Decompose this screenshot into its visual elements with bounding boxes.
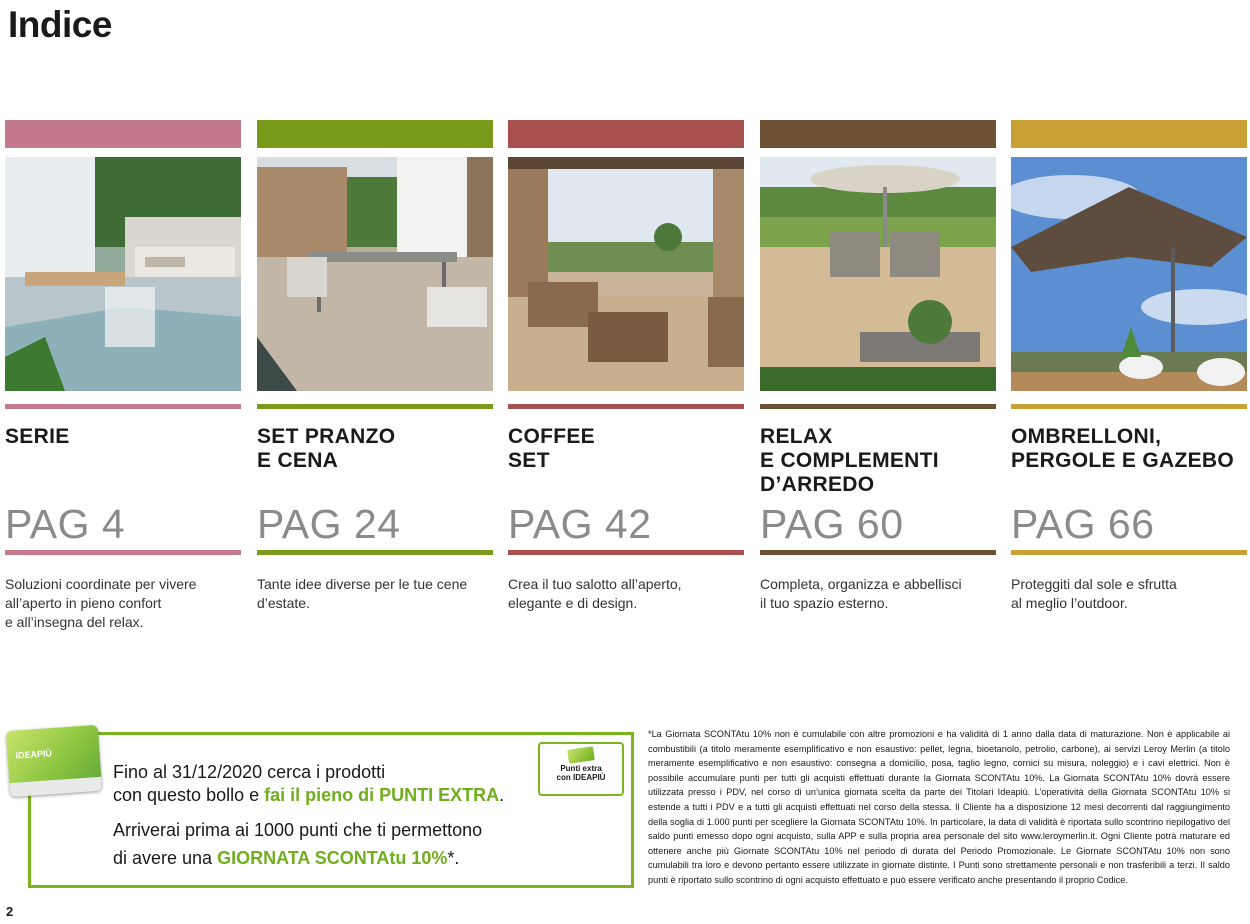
category-description: Soluzioni coordinate per vivere all’aperto in pieno confort e all’insegna del relax. (5, 576, 197, 630)
index-column-ombrelloni[interactable] (1011, 120, 1247, 613)
divider-bar (1011, 550, 1247, 555)
index-column-serie[interactable] (5, 120, 241, 632)
category-title: SET PRANZO E CENA (257, 425, 396, 472)
divider-bar (1011, 404, 1247, 409)
index-column-coffee-set[interactable] (508, 120, 744, 613)
card-label: IDEAPIÙ (15, 748, 53, 761)
index-column-set-pranzo[interactable] (257, 120, 493, 613)
page-reference-link[interactable]: PAG 4 (5, 501, 126, 547)
category-description: Tante idee diverse per le tue cene d’estate. (257, 576, 468, 611)
category-title: COFFEE SET (508, 425, 595, 472)
photo-set-pranzo (257, 157, 493, 391)
promo-line-2: con questo bollo e fai il pieno di PUNTI EXTRA. (113, 785, 505, 805)
category-title: OMBRELLONI, PERGOLE E GAZEBO (1011, 425, 1234, 472)
divider-bar (5, 550, 241, 555)
divider-bar (257, 550, 493, 555)
photo-ombrelloni (1011, 157, 1247, 391)
divider-bar (257, 404, 493, 409)
color-bar (1011, 120, 1247, 148)
divider-bar (760, 550, 996, 555)
badge-line-1: Punti extra (560, 764, 602, 773)
page-number: 2 (6, 904, 14, 919)
color-bar (508, 120, 744, 148)
color-bar (5, 120, 241, 148)
promo-highlight: fai il pieno di PUNTI EXTRA (264, 785, 500, 805)
page-reference-link[interactable]: PAG 66 (1011, 501, 1155, 547)
page-reference-link[interactable]: PAG 24 (257, 501, 401, 547)
punti-extra-badge (538, 742, 624, 796)
page-title: Indice (8, 4, 112, 45)
category-title: SERIE (5, 425, 70, 448)
divider-bar (5, 404, 241, 409)
page-reference-link[interactable]: PAG 60 (760, 501, 904, 547)
promo-line-3: Arriverai prima ai 1000 punti che ti permettono (113, 820, 483, 840)
index-column-relax[interactable] (760, 120, 996, 613)
color-bar (760, 120, 996, 148)
divider-bar (508, 404, 744, 409)
color-bar (257, 120, 493, 148)
promo-highlight: GIORNATA SCONTAtu 10% (217, 848, 448, 868)
category-title: RELAX E COMPLEMENTI D’ARREDO (760, 425, 939, 496)
category-description: Completa, organizza e abbellisci il tuo spazio esterno. (760, 576, 962, 611)
photo-coffee-set (508, 157, 744, 391)
divider-bar (508, 550, 744, 555)
photo-relax (760, 157, 996, 391)
promo-line-4: di avere una GIORNATA SCONTAtu 10%*. (113, 848, 460, 868)
divider-bar (760, 404, 996, 409)
ideapiu-card-icon (6, 725, 102, 797)
category-description: Crea il tuo salotto all’aperto, elegante e di design. (508, 576, 682, 611)
badge-line-2: con IDEAPIÙ (556, 773, 606, 782)
promo-line-1: Fino al 31/12/2020 cerca i prodotti (113, 762, 386, 782)
photo-serie (5, 157, 241, 391)
page-reference-link[interactable]: PAG 42 (508, 501, 652, 547)
category-description: Proteggiti dal sole e sfrutta al meglio l’outdoor. (1011, 576, 1177, 611)
footnote: *La Giornata SCONTAtu 10% non è cumulabile con altre promozioni e ha validità di 1 anno dalla data di maturazione. Non è applicabile ai combustibili (a titolo meramente esemplificativo e non esaustivo: pellet, legna, bioetanolo, petrolio, carbone), ai servizi Leroy Merlin (a titolo meramente esemplificativo e non esaustivo: consegna a domicilio, posa, taglio legno, cornici su misura, noleggio) e i cavi elettrici. Non è possibile accumulare punti per tutti gli acquisti effettuati durante la Giornata SCONTAtu 10%. La Giornata SCONTAtu 10% dovrà essere utilizzata presso i PDV, nel corso di un’unica giornata scelta da parte dei Titolari Ideapiù. L’operatività della Giornata SCONTAtu 10% si estende a tutti i PDV e a tutti gli acquisti effettuati nel corso della stessa. Il Cliente ha a disposizione 12 mesi decorrenti dal raggiungimento della soglia di 1.000 punti per scegliere la Giornata SCONTAtu 10%. In particolare, la data di validità è riportata sullo scontrino riepilogativo del saldo punti emesso dopo ogni acquisto, sulla APP e sulla propria area personale del sito www.leroymerlin.it. Ogni Cliente potrà maturare ed ottenere anche più Giornate SCONTAtu 10% nel periodo di durata del Periodo Promozionale. Le Giornate SCONTAtu 10% non sono cumulabili tra loro e devono pertanto essere utilizzate in giornate distinte. I Punti sono strettamente personali e non trasferibili a terzi. Il saldo punti è riportato sullo scontrino di ogni acquisto effettuato e può essere verificato anche presentando il proprio Codice. (648, 729, 1230, 885)
card-mini-icon (567, 746, 595, 763)
